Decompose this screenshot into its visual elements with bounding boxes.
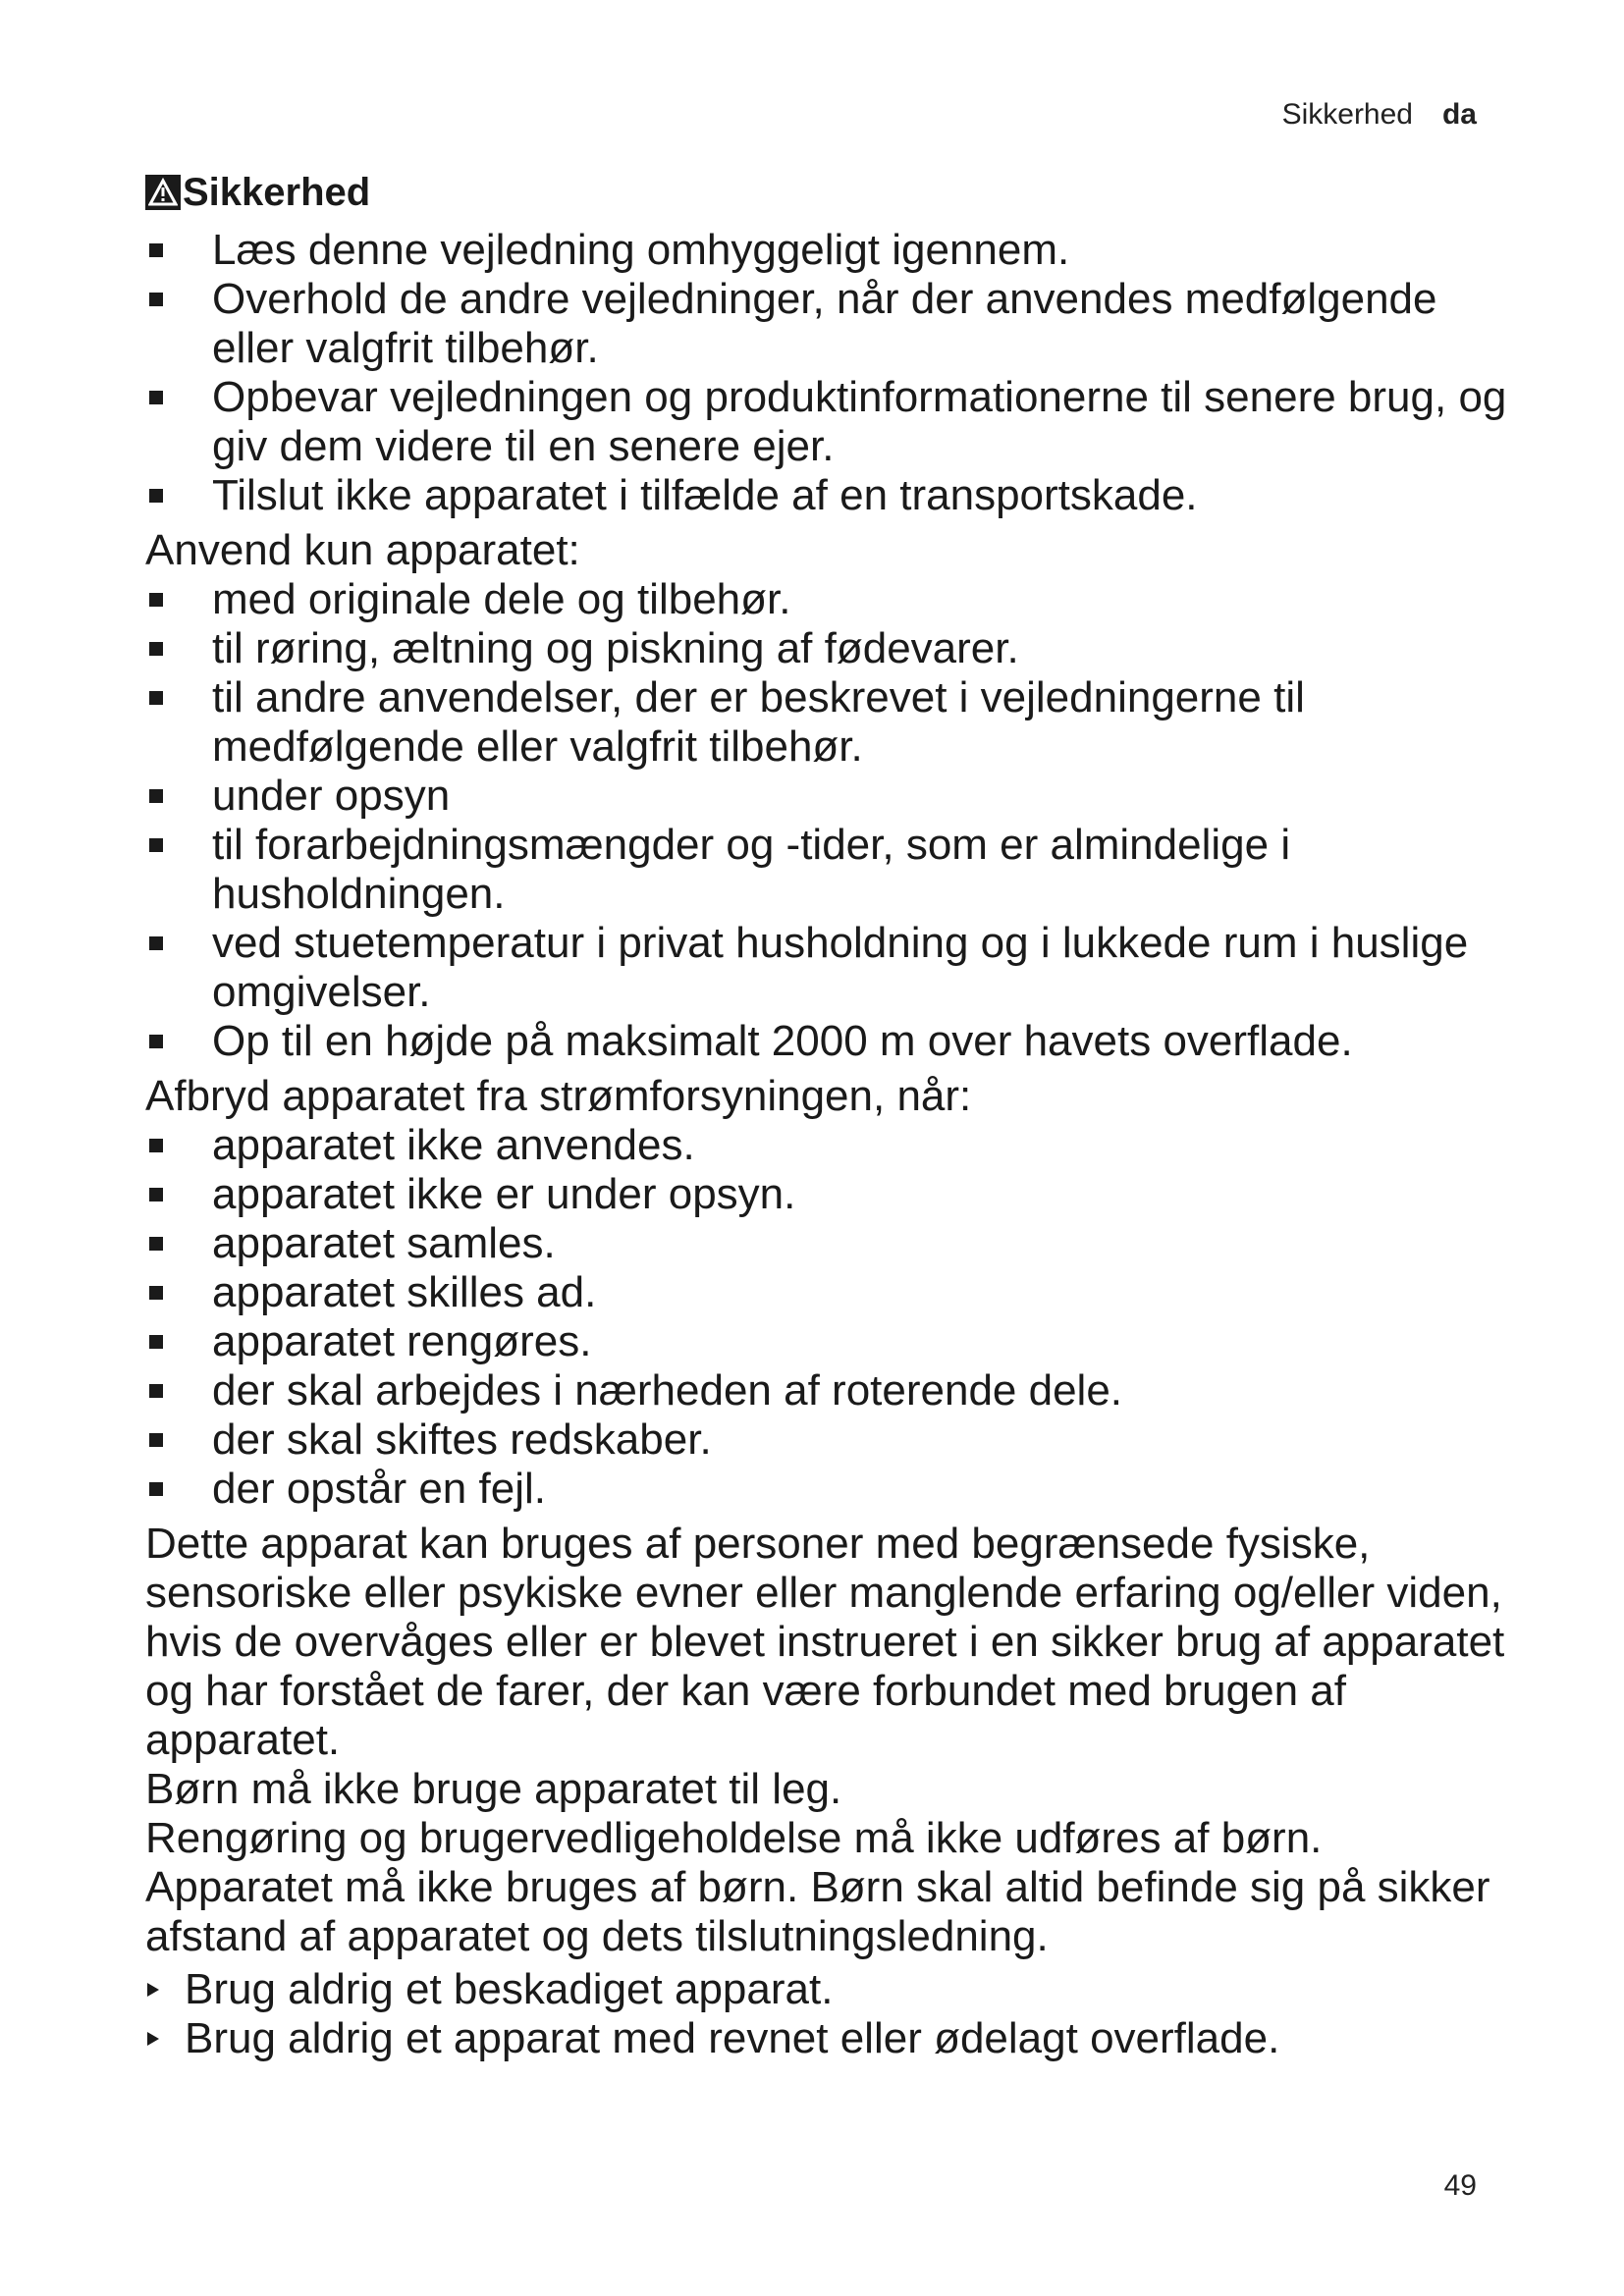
paragraph: Dette apparat kan bruges af personer med begrænsede fysiske, sensoriske eller psykiske evner eller manglende erfaring og/eller viden, hvis de overvåges eller er blevet instrueret i en sikker brug af apparatet og har forstået de farer, der kan være forbundet med brugen af apparatet.	[145, 1520, 1505, 1764]
paragraph: Rengøring og brugervedligeholdelse må ikke udføres af børn.	[145, 1814, 1323, 1862]
disconnect-list	[145, 1121, 1520, 1514]
list-item: under opsyn	[145, 772, 1520, 821]
intro-list	[145, 226, 1520, 520]
warning-triangle-icon	[145, 175, 181, 210]
running-header-language: da	[1441, 98, 1477, 131]
list-item: apparatet samles.	[145, 1219, 1520, 1268]
warning-item: Brug aldrig et apparat med revnet eller ødelagt overflade.	[145, 2014, 1520, 2063]
warning-list	[145, 1965, 1520, 2063]
list-item: ved stuetemperatur i privat husholdning og i lukkede rum i huslige omgivelser.	[145, 919, 1520, 1017]
safety-content	[145, 165, 1520, 2063]
section-title-text: Sikkerhed	[183, 171, 371, 214]
page-number: 49	[1443, 2169, 1477, 2202]
list-item: til forarbejdningsmængder og -tider, som er almindelige i husholdningen.	[145, 821, 1520, 919]
list-item: apparatet rengøres.	[145, 1317, 1520, 1366]
list-item: Læs denne vejledning omhyggeligt igennem.	[145, 226, 1520, 275]
list-item: Overhold de andre vejledninger, når der anvendes medfølgende eller valgfrit tilbehør.	[145, 275, 1520, 373]
list-item: apparatet ikke er under opsyn.	[145, 1170, 1520, 1219]
list-item: der skal arbejdes i nærheden af roterende dele.	[145, 1366, 1520, 1415]
list-item: der skal skiftes redskaber.	[145, 1415, 1520, 1465]
running-header-section: Sikkerhed	[1281, 98, 1413, 131]
paragraph: Apparatet må ikke bruges af børn. Børn skal altid befinde sig på sikker afstand af apparatet og dets tilslutningsledning.	[145, 1863, 1490, 1960]
section-title	[145, 165, 1520, 220]
list-item: der opstår en fejl.	[145, 1465, 1520, 1514]
running-header	[1282, 98, 1477, 132]
use-list	[145, 575, 1520, 1066]
list-item: Tilslut ikke apparatet i tilfælde af en transportskade.	[145, 471, 1520, 520]
disconnect-heading: Afbryd apparatet fra strømforsyningen, når:	[145, 1072, 972, 1120]
list-item: apparatet ikke anvendes.	[145, 1121, 1520, 1170]
use-heading: Anvend kun apparatet:	[145, 526, 580, 574]
list-item: apparatet skilles ad.	[145, 1268, 1520, 1317]
list-item: Op til en højde på maksimalt 2000 m over havets overflade.	[145, 1017, 1520, 1066]
list-item: Opbevar vejledningen og produktinformationerne til senere brug, og giv dem videre til en senere ejer.	[145, 373, 1520, 471]
list-item: med originale dele og tilbehør.	[145, 575, 1520, 624]
warning-item: Brug aldrig et beskadiget apparat.	[145, 1965, 1520, 2014]
paragraph: Børn må ikke bruge apparatet til leg.	[145, 1765, 842, 1813]
list-item: til andre anvendelser, der er beskrevet i vejledningerne til medfølgende eller valgfrit tilbehør.	[145, 673, 1520, 772]
list-item: til røring, æltning og piskning af fødevarer.	[145, 624, 1520, 673]
